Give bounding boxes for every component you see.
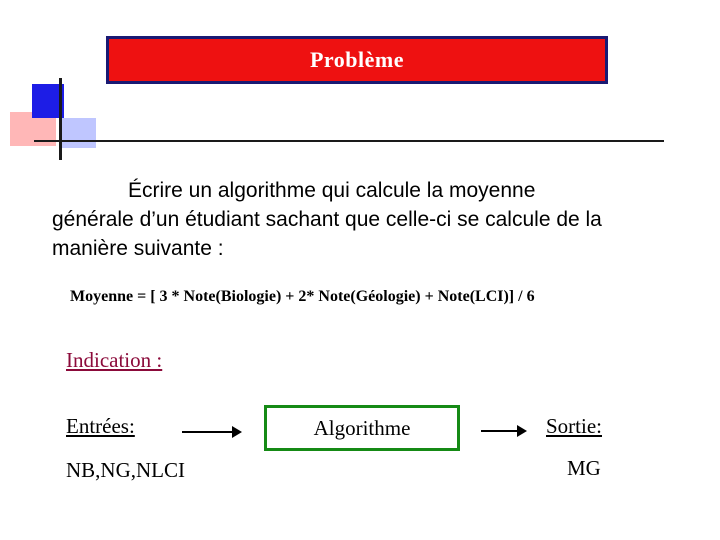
statement-line-3: manière suivante : — [52, 237, 224, 260]
arrow-right-icon — [182, 431, 240, 433]
average-formula: Moyenne = [ 3 * Note(Biologie) + 2* Note(Géologie) + Note(LCI)] / 6 — [70, 288, 535, 305]
output-label: Sortie: — [546, 414, 602, 438]
arrow-right-icon — [481, 430, 525, 432]
title-banner — [106, 36, 608, 84]
page-title: Problème — [309, 47, 404, 72]
decorative-vertical-line — [59, 78, 62, 160]
decorative-light-blue-square — [60, 118, 96, 148]
statement-line-2: générale d’un étudiant sachant que celle-ci se calcule de la — [52, 208, 602, 231]
statement-line-1: Écrire un algorithme qui calcule la moyenne — [128, 179, 536, 202]
inputs-value: NB,NG,NLCI — [66, 458, 185, 482]
problem-statement — [52, 176, 672, 263]
inputs-label: Entrées: — [66, 414, 135, 438]
output-value: MG — [567, 456, 601, 480]
algorithm-label: Algorithme — [313, 415, 411, 440]
decorative-horizontal-line — [34, 140, 664, 142]
indication-heading: Indication : — [66, 348, 163, 372]
algorithm-box — [264, 405, 460, 451]
